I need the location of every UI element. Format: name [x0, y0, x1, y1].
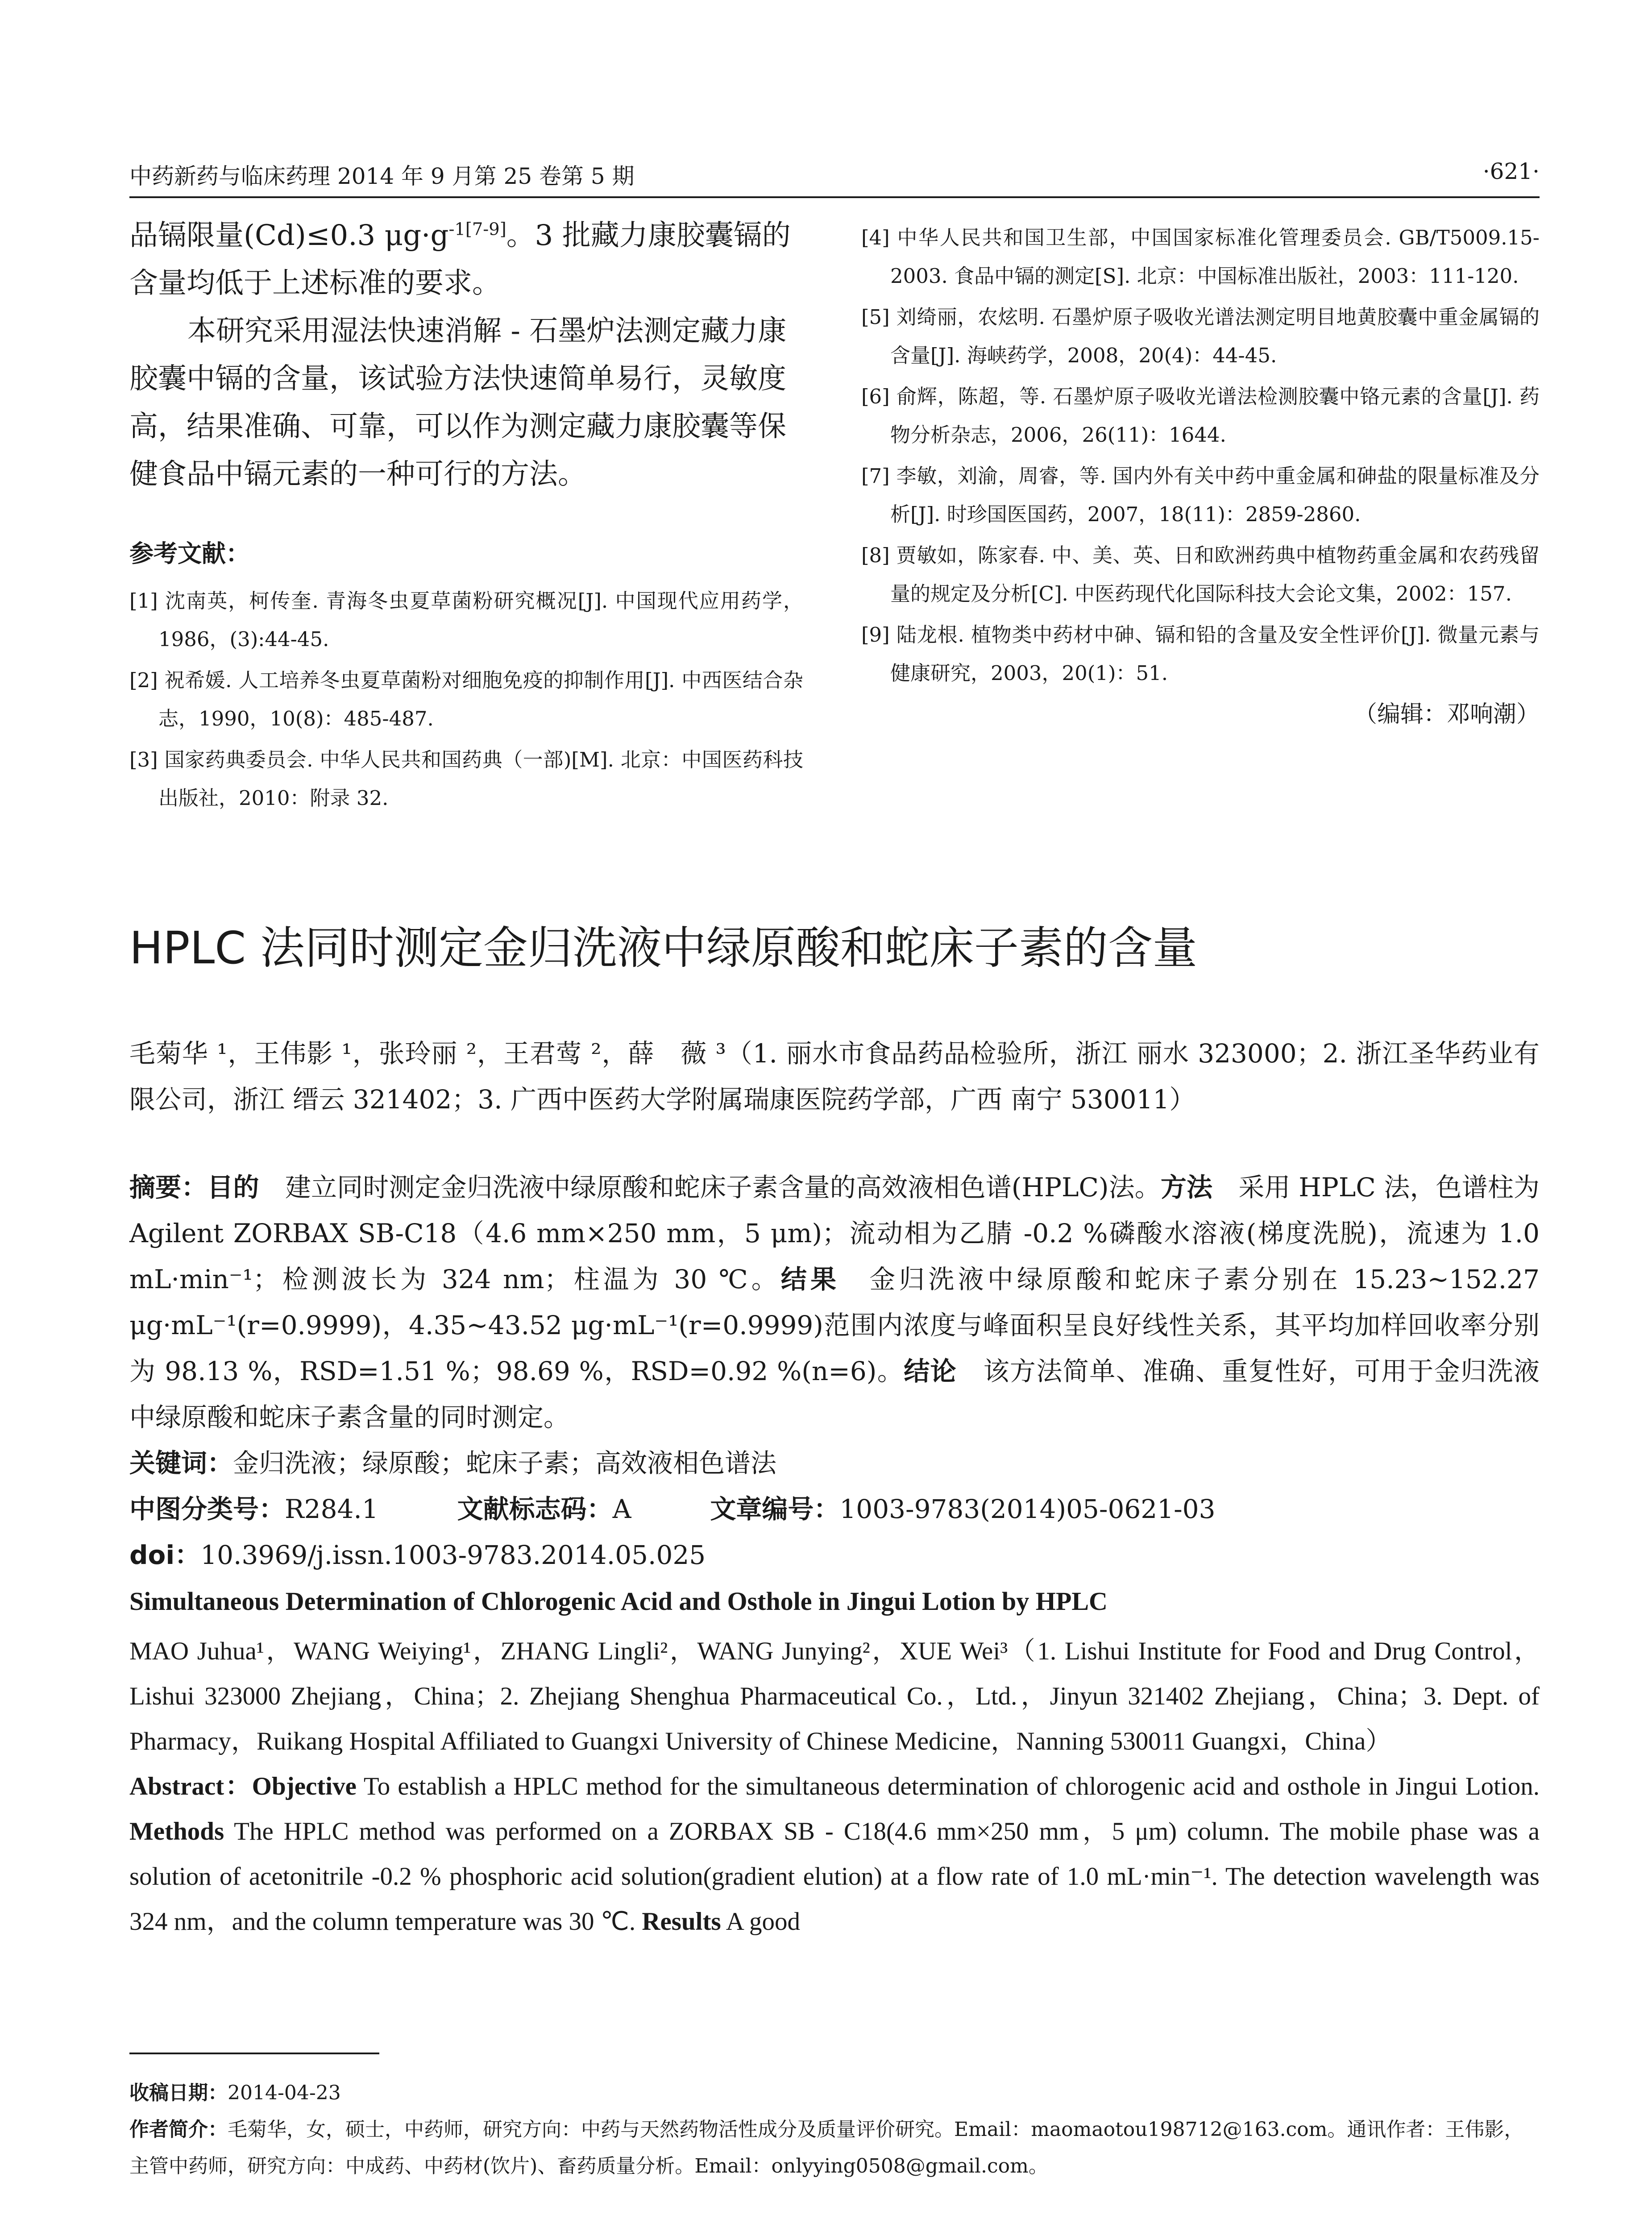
conclusion-paragraph: 品镉限量(Cd)≤0.3 $\mu g\cdot g^{-1[7-9]}$。3 批藏力康胶囊镉的含量均低于上述标准的要求。 [129, 219, 791, 300]
chinese-abstract [129, 1165, 1540, 1578]
journal-info: 中药新药与临床药理 2014 年 9 月第 25 卷第 5 期 [129, 163, 635, 189]
author-bio: 作者简介：毛菊华，女，硕士，中药师，研究方向：中药与天然药物活性成分及质量评价研究。Email：maomaotou198712@163.com。通讯作者：王伟影，主管中药师，研究方向：中成药、中药材(饮片)、畜药质量分析。Email：onlyying0508@gmail.com。 [129, 2118, 1524, 2177]
document-code: A [612, 1494, 631, 1524]
footnote [129, 2075, 1540, 2185]
article-number: 1003-9783(2014)05-0621-03 [839, 1494, 1216, 1524]
results-label: 结果 [780, 1264, 840, 1294]
keywords-line: 关键词：金归洗液；绿原酸；蛇床子素；高效液相色谱法 [129, 1448, 777, 1478]
abstract-label: 摘要： [129, 1172, 208, 1203]
english-authors: MAO Juhua¹，WANG Weiying¹，ZHANG Lingli²，WANG Junying²，XUE Wei³（1. Lishui Institute for Food and Drug Control，Lishui 323000 Zhejiang，China；2. Zhejiang Shenghua Pharmaceutical Co.，Ltd.，Jinyun 321402 Zhejiang，China；3. Dept. of Pharmacy，Ruikang Hospital Affiliated to Guangxi University of Chinese Medicine，Nanning 530011 Guangxi，China） [129, 1637, 1540, 1755]
reference-item: [4] 中华人民共和国卫生部，中国国家标准化管理委员会. GB/T5009.15-2003. 食品中镉的测定[S]. 北京：中国标准出版社，2003：111-120. [861, 226, 1540, 288]
summary-paragraph: 本研究采用湿法快速消解 - 石墨炉法测定藏力康胶囊中镉的含量，该试验方法快速简单易行，灵敏度高，结果准确、可靠，可以作为测定藏力康胶囊等保健食品中镉元素的一种可行的方法。 [129, 315, 787, 491]
reference-item: [7] 李敏，刘渝，周睿，等. 国内外有关中药中重金属和砷盐的限量标准及分析[J]. 时珍国医国药，2007，18(11)：2859-2860. [861, 464, 1540, 526]
conclusion-text: 该方法简单、准确、重复性好，可用于金归洗液中绿原酸和蛇床子素含量的同时测定。 [129, 1356, 1540, 1432]
english-title: Simultaneous Determination of Chlorogenic Acid and Osthole in Jingui Lotion by HPLC [129, 1587, 1108, 1616]
reference-item: [9] 陆龙根. 植物类中药材中砷、镉和铅的含量及安全性评价[J]. 微量元素与健康研究，2003，20(1)：51. [861, 623, 1540, 685]
doi-value: 10.3969/j.issn.1003-9783.2014.05.025 [200, 1540, 706, 1570]
english-abstract: Abstract：Objective To establish a HPLC method for the simultaneous determination of chlorogenic acid and osthole in Jingui Lotion. Methods The HPLC method was performed on a ZORBAX SB - C18(4.6 mm×250 mm，5 μm) column. The mobile phase was a solution of acetonitrile -0.2 % phosphoric acid solution(gradient elution) at a flow rate of 1.0 mL·min⁻¹. The detection wavelength was 324 nm，and the column temperature was 30 ℃. Results A good [129, 1772, 1540, 1936]
classification-line: 中图分类号：R284.1 文献标志码：A 文章编号：1003-9783(2014)05-0621-03 [129, 1494, 1216, 1524]
article-authors: 毛菊华 ¹，王伟影 ¹，张玲丽 ²，王君莺 ²，薛 薇 ³（1. 丽水市食品药品检验所，浙江 丽水 323000；2. 浙江圣华药业有限公司，浙江 缙云 321402；3. 广西中医药大学附属瑞康医院药学部，广西 南宁 530011） [129, 1038, 1540, 1115]
reference-item: [5] 刘绮丽，农炫明. 石墨炉原子吸收光谱法测定明目地黄胶囊中重金属镉的含量[J]. 海峡药学，2008，20(4)：44-45. [861, 305, 1540, 367]
footnote-rule [129, 2053, 379, 2054]
reference-item: [6] 俞辉，陈超，等. 石墨炉原子吸收光谱法检测胶囊中铬元素的含量[J]. 药物分析杂志，2006，26(11)：1644. [861, 385, 1540, 447]
methods-label: 方法 [1160, 1172, 1213, 1203]
article-title: HPLC 法同时测定金归洗液中绿原酸和蛇床子素的含量 [129, 922, 1197, 974]
reference-item: [8] 贾敏如，陈家春. 中、美、英、日和欧洲药典中植物药重金属和农药残留量的规定及分析[C]. 中医药现代化国际科技大会论文集，2002：157. [861, 543, 1540, 605]
reference-item: [2] 祝希媛. 人工培养冬虫夏草菌粉对细胞免疫的抑制作用[J]. 中西医结合杂志，1990，10(8)：485-487. [129, 668, 803, 730]
english-section [129, 1629, 1540, 1944]
reference-item: [1] 沈南英，柯传奎. 青海冬虫夏草菌粉研究概况[J]. 中国现代应用药学，1986，(3):44-45. [129, 589, 803, 651]
page-number: ·621· [1482, 158, 1540, 184]
header-rule [129, 196, 1540, 198]
objective-text: 建立同时测定金归洗液中绿原酸和蛇床子素含量的高效液相色谱(HPLC)法。 [259, 1172, 1161, 1203]
right-column [861, 219, 1540, 729]
references-heading: 参考文献： [129, 539, 250, 568]
running-header [129, 158, 1540, 190]
reference-item: [3] 国家药典委员会. 中华人民共和国药典（一部)[M]. 北京：中国医药科技出版社，2010：附录 32. [129, 748, 803, 810]
left-column [129, 212, 803, 820]
editor-note: （编辑：邓响潮） [1353, 701, 1540, 728]
methods-text: 采用 HPLC 法，色谱柱为 Agilent ZORBAX SB-C18（4.6 mm×250 mm，5 μm)；流动相为乙腈 -0.2 %磷酸水溶液(梯度洗脱)，流速为 1.0 mL·min⁻¹；检测波长为 324 nm；柱温为 30 ℃。 [129, 1172, 1540, 1294]
clc-number: R284.1 [285, 1494, 378, 1524]
objective-label: 目的 [207, 1172, 259, 1203]
keywords: 金归洗液；绿原酸；蛇床子素；高效液相色谱法 [233, 1448, 777, 1478]
results-text: 金归洗液中绿原酸和蛇床子素分别在 15.23~152.27 μg·mL⁻¹(r=0.9999)，4.35~43.52 μg·mL⁻¹(r=0.9999)范围内浓度与峰面积呈良好线性关系，其平均加样回收率分别为 98.13 %，RSD=1.51 %；98.69 %，RSD=0.92 %(n=6)。 [129, 1264, 1540, 1386]
conclusion-label: 结论 [904, 1356, 957, 1386]
doi-line: doi：10.3969/j.issn.1003-9783.2014.05.025 [129, 1540, 706, 1570]
received-date: 收稿日期：2014-04-23 [129, 2082, 341, 2104]
